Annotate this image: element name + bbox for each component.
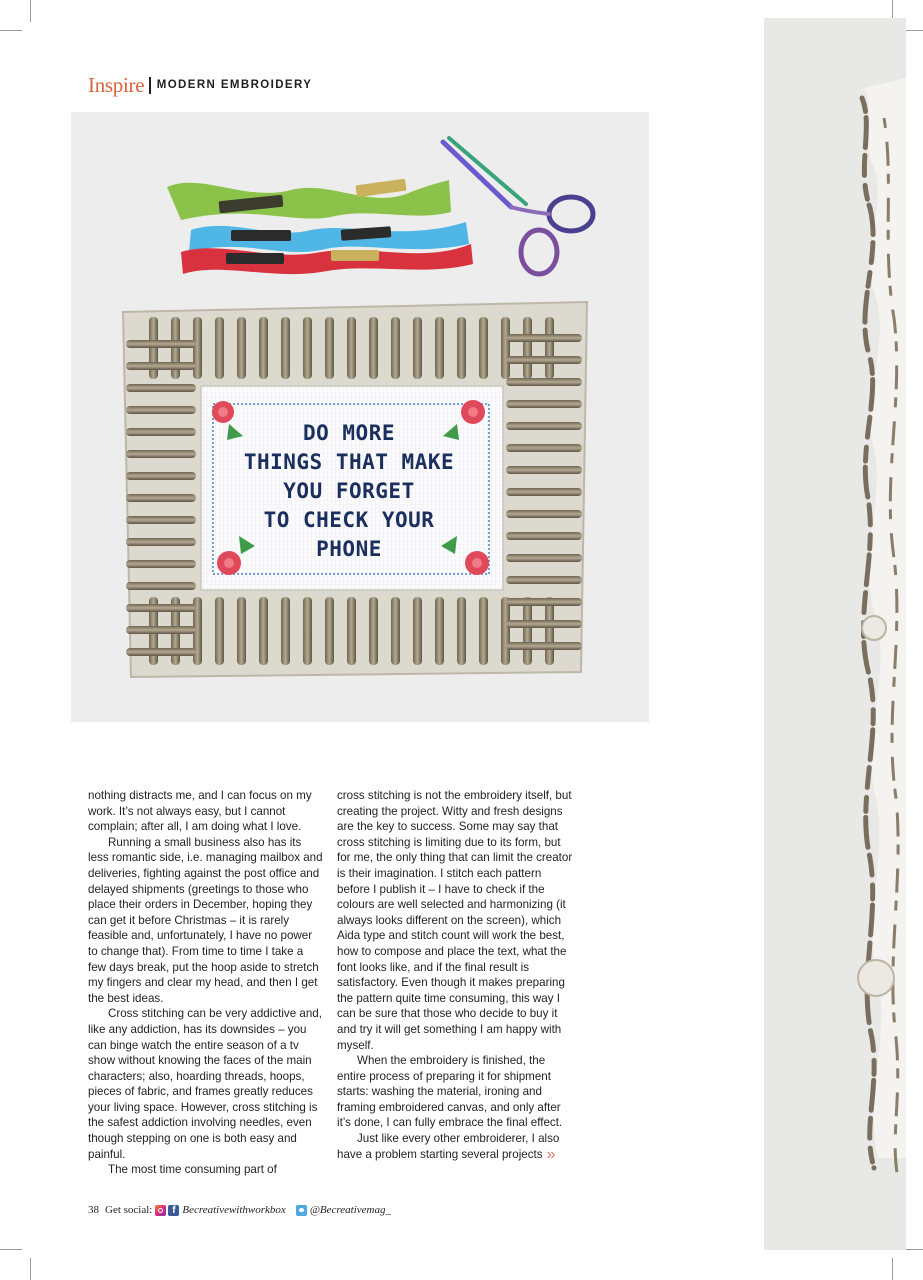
embroidery-photo bbox=[71, 112, 649, 722]
embroidery-line-2: THINGS THAT MAKE bbox=[243, 450, 455, 474]
body-column-right bbox=[337, 788, 573, 1162]
instagram-icon[interactable] bbox=[155, 1205, 166, 1216]
facebook-icon[interactable]: f bbox=[168, 1205, 179, 1216]
crop-mark bbox=[0, 30, 22, 31]
paragraph-last bbox=[337, 1131, 573, 1162]
embroidery-line-3: YOU FORGET bbox=[283, 479, 415, 503]
crop-mark bbox=[892, 1258, 893, 1280]
paragraph: The most time consuming part of bbox=[108, 1163, 277, 1177]
side-photo-illustration bbox=[764, 18, 906, 1250]
crop-mark bbox=[30, 0, 31, 22]
paragraph-text: Just like every other embroiderer, I also have a problem starting several projects bbox=[337, 1132, 560, 1161]
page-footer bbox=[88, 1202, 391, 1218]
paragraph: nothing distracts me, and I can focus on my work. It’s not always easy, but I cannot complain; after all, I am doing what I love. bbox=[88, 789, 312, 834]
twitter-icon[interactable] bbox=[296, 1205, 307, 1216]
page-number: 38 bbox=[88, 1204, 99, 1216]
paragraph: Cross stitching can be very addictive and, like any addiction, has its downsides – you can binge watch the entire season of a tv show without knowing the faces of the main characters; also, hoarding threads, hoops, pieces of fabric, and frames greatly reduces your living space. However, cross stitching is the safest addiction involving needles, even though stepping on one is both easy and painful. bbox=[88, 1007, 322, 1161]
body-column-left bbox=[88, 788, 324, 1178]
paragraph: When the embroidery is finished, the entire process of preparing it for shipment starts: washing the material, ironing and framing embroidered canvas, and only after it’s done, I can fully embrace the final effect. bbox=[337, 1054, 563, 1130]
photo-illustration bbox=[71, 112, 649, 722]
continue-arrow-icon: » bbox=[546, 1145, 556, 1163]
twitter-handle[interactable]: @Becreativemag_ bbox=[309, 1204, 391, 1216]
paragraph: cross stitching is not the embroidery itself, but creating the project. Witty and fresh designs are the key to success. Some may say that cross stitching is limiting due to its form, but for me, the only thing that can limit the creator is their imagination. I stitch each pattern before I publish it – I have to check if the colours are well selected and harmonizing (it always looks different on the screen), which Aida type and stitch count will work the best, how to compose and place the text, what the font looks like, and if the final result is satisfactory. Even though it makes preparing the pattern quite time consuming, this way I can be sure that those who decide to buy it and try it will get something I am happy with myself. bbox=[337, 789, 573, 1052]
embroidery-line-4: TO CHECK YOUR bbox=[263, 508, 435, 532]
section-header bbox=[88, 70, 312, 100]
section-title: Inspire bbox=[88, 72, 145, 97]
paragraph: Running a small business also has its less romantic side, i.e. managing mailbox and deliveries, fighting against the post office and delayed shipments (greetings to those who place their orders in December, hoping they can get it before Christmas – it is rarely feasible and, unfortunately, I have no power to change that). From time to time I take a few days break, put the hoop aside to stretch my fingers and clear my head, and then I get the best ideas. bbox=[88, 835, 323, 1005]
social-label: Get social: bbox=[105, 1204, 153, 1216]
cross-stitch-canvas bbox=[201, 386, 503, 590]
crop-mark bbox=[30, 1258, 31, 1280]
section-subtitle: MODERN EMBROIDERY bbox=[156, 79, 313, 91]
header-divider bbox=[149, 77, 151, 94]
embroidery-line-1: DO MORE bbox=[302, 421, 396, 445]
embroidery-line-5: PHONE bbox=[316, 537, 382, 561]
crop-mark bbox=[0, 1249, 22, 1250]
facebook-handle[interactable]: Becreativewithworkbox bbox=[182, 1204, 286, 1216]
side-photo-ornate-frame bbox=[764, 18, 906, 1250]
